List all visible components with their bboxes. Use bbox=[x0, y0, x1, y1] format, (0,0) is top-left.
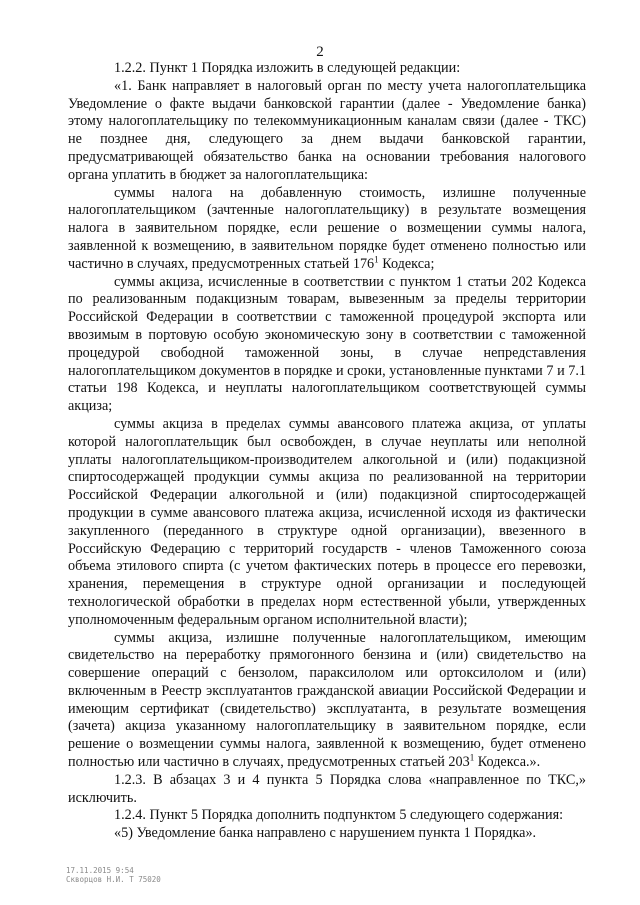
paragraph-subpoint-5 bbox=[68, 825, 586, 843]
paragraph-text: 1.2.3. В абзацах 3 и 4 пункта 5 Порядка слова «направленное по ТКС,» исключить. bbox=[68, 771, 586, 806]
paragraph-text-tail: Кодекса; bbox=[378, 255, 435, 272]
paragraph-text: суммы налога на добавленную стоимость, излишне полученные налогоплательщиком (зачтенные налогоплательщику) в результате возмещения налога в заявительном порядке, если решение о возмещении суммы налога, заявленной к возмещению, в заявительном порядке будет отменено полностью или частично в случаях, предусмотренных статьей 176 bbox=[68, 184, 586, 272]
paragraph-excise-refund bbox=[68, 630, 586, 772]
page-number: 2 bbox=[316, 44, 324, 60]
paragraph-text: 1.2.4. Пункт 5 Порядка дополнить подпунктом 5 следующего содержания: bbox=[114, 807, 564, 824]
print-footer bbox=[66, 866, 161, 884]
paragraph-text-tail: Кодекса.». bbox=[474, 754, 541, 771]
paragraph-text: суммы акциза, излишне полученные налогоплательщиком, имеющим свидетельство на переработку прямогонного бензина и (или) свидетельство на совершение операций с бензолом, параксилолом или ортоксилолом и (или) включенным в Реестр эксплуатантов гражданской авиации Российской Федерации и имеющим сертификат (свидетельство) эксплуатанта, в результате возмещения (зачета) акциза указанному налогоплательщику в заявительном порядке, если решение о возмещении суммы налога, заявленной к возмещению, будет отменено полностью или частично в случаях, предусмотренных статьей 203 bbox=[68, 629, 586, 771]
superscript: 1 bbox=[469, 752, 475, 763]
paragraph-text: суммы акциза, исчисленные в соответствии с пунктом 1 статьи 202 Кодекса по реализованным подакцизным товарам, вывезенным за пределы территории Российской Федерации в соответствии с таможенной процедурой экспорта или ввозимым в портовую особую экономическую зону в соответствии с таможенной процедурой свободной таможенной зоны, в случае непредставления налогоплательщиком документов в порядке и сроки, установленные пунктами 7 и 7.1 статьи 198 Кодекса, и неуплаты налогоплательщиком соответствующей суммы акциза; bbox=[68, 273, 586, 415]
footer-timestamp: 17.11.2015 9:54 bbox=[66, 866, 134, 875]
paragraph-text: суммы акциза в пределах суммы авансового платежа акциза, от уплаты которой налогоплательщик был освобожден, в случае неуплаты или неполной уплаты налогоплательщиком-производителем алкогольной и (или) подакцизной спиртосодержащей продукции суммы акциза по реализованной на территории Российской Федерации алкогольной и (или) подакцизной спиртосодержащей продукции в сумме авансового платежа акциза, исчисленной исходя из фактически закупленного (переданного в структуре одной организации), ввезенного в Российскую Федерацию с территорий государств - членов Таможенного союза объема этилового спирта (с учетом фактических потерь в процессе его перевозки, хранения, перемещения в структуре одной организации и последующей технологической обработки в пределах норм естественной убыли, утвержденных уполномоченным федеральным органом исполнительной власти); bbox=[68, 415, 586, 628]
document-body bbox=[68, 60, 586, 843]
paragraph-1-2-2 bbox=[68, 60, 586, 78]
footer-author: Скворцов Н.И. Т 75020 bbox=[66, 875, 161, 884]
paragraph-text: «1. Банк направляет в налоговый орган по месту учета налогоплательщика Уведомление о факте выдачи банковской гарантии (далее - Уведомление банка) этому налогоплательщику по телекоммуникационным каналам связи (далее - ТКС) не позднее дня, следующего за днем выдачи банковской гарантии, предусматривающей обязательство банка на основании требования налогового органа уплатить в бюджет за налогоплательщика: bbox=[68, 77, 586, 183]
paragraph-excise-advance bbox=[68, 416, 586, 630]
paragraph-excise-export bbox=[68, 274, 586, 416]
paragraph-bank-notice bbox=[68, 78, 586, 185]
superscript: 1 bbox=[374, 254, 379, 265]
paragraph-text: 1.2.2. Пункт 1 Порядка изложить в следующей редакции: bbox=[114, 60, 461, 76]
paragraph-vat bbox=[68, 185, 586, 274]
paragraph-1-2-3 bbox=[68, 772, 586, 808]
paragraph-1-2-4 bbox=[68, 807, 586, 825]
paragraph-text: «5) Уведомление банка направлено с нарушением пункта 1 Порядка». bbox=[114, 825, 537, 842]
